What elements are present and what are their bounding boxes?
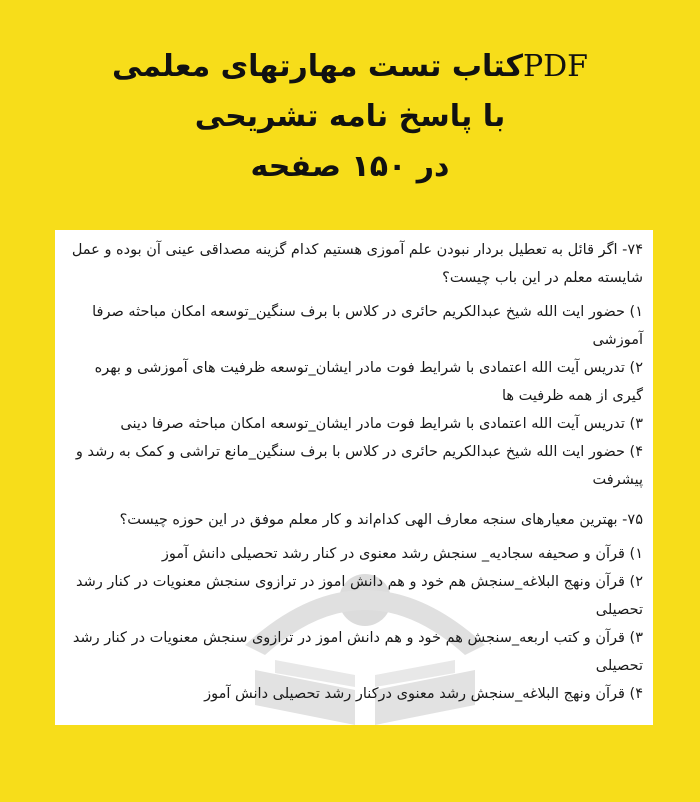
title-line-2: با پاسخ نامه تشریحی [194,99,506,134]
question-74-option-1: ۱) حضور ایت الله شیخ عبدالکریم حائری در کلاس با برف سنگین_توسعه امکان مباحثه صرفا آموزشی [92,304,643,348]
question-75-option-1: ۱) قرآن و صحیفه سجادیه_ سنجش رشد معنوی در کنار رشد تحصیلی دانش آموز [161,546,643,562]
sample-page [55,230,653,725]
question-75: ۷۵- بهترین معیارهای سنجه معارف الهی کدام‌اند و کار معلم موفق در این حوزه چیست؟ [119,512,643,528]
questions-text [55,230,653,725]
question-74-option-4: ۴) حضور ایت الله شیخ عبدالکریم حائری در کلاس با برف سنگین_مانع تراشی و کمک به رشد و پیشرفت [75,444,643,488]
title-line-3: در ۱۵۰ صفحه [250,149,450,184]
question-75-option-3: ۳) قرآن و کتب اربعه_سنجش هم خود و هم دانش اموز در ترازوی سنجش معنویات در کنار رشد تحصیلی [72,630,643,674]
cover-title [0,42,700,192]
question-74-option-2: ۲) تدریس آیت الله اعتمادی با شرایط فوت مادر ایشان_توسعه ظرفیت های آموزشی و بهره گیری از همه ظرفیت ها [94,360,643,404]
pdf-label: PDF [522,49,588,84]
question-75-option-2: ۲) قرآن ونهج البلاغه_سنجش هم خود و هم دانش اموز در ترازوی سنجش معنویات در کنار رشد تحصیلی [75,574,643,618]
title-line-1 [0,42,700,92]
title-text-1: کتاب تست مهارتهای معلمی [111,49,523,84]
question-75-option-4: ۴) قرآن ونهج البلاغه_سنجش رشد معنوی درکنار رشد تحصیلی دانش آموز [204,686,643,702]
question-74-option-3: ۳) تدریس آیت الله اعتمادی با شرایط فوت مادر ایشان_توسعه امکان مباحثه صرفا دینی [120,416,643,432]
question-74: ۷۴- اگر قائل به تعطیل بردار نبودن علم آموزی هستیم کدام گزینه مصداقی عینی آن بوده و عمل شایسته معلم در این باب چیست؟ [71,242,643,286]
